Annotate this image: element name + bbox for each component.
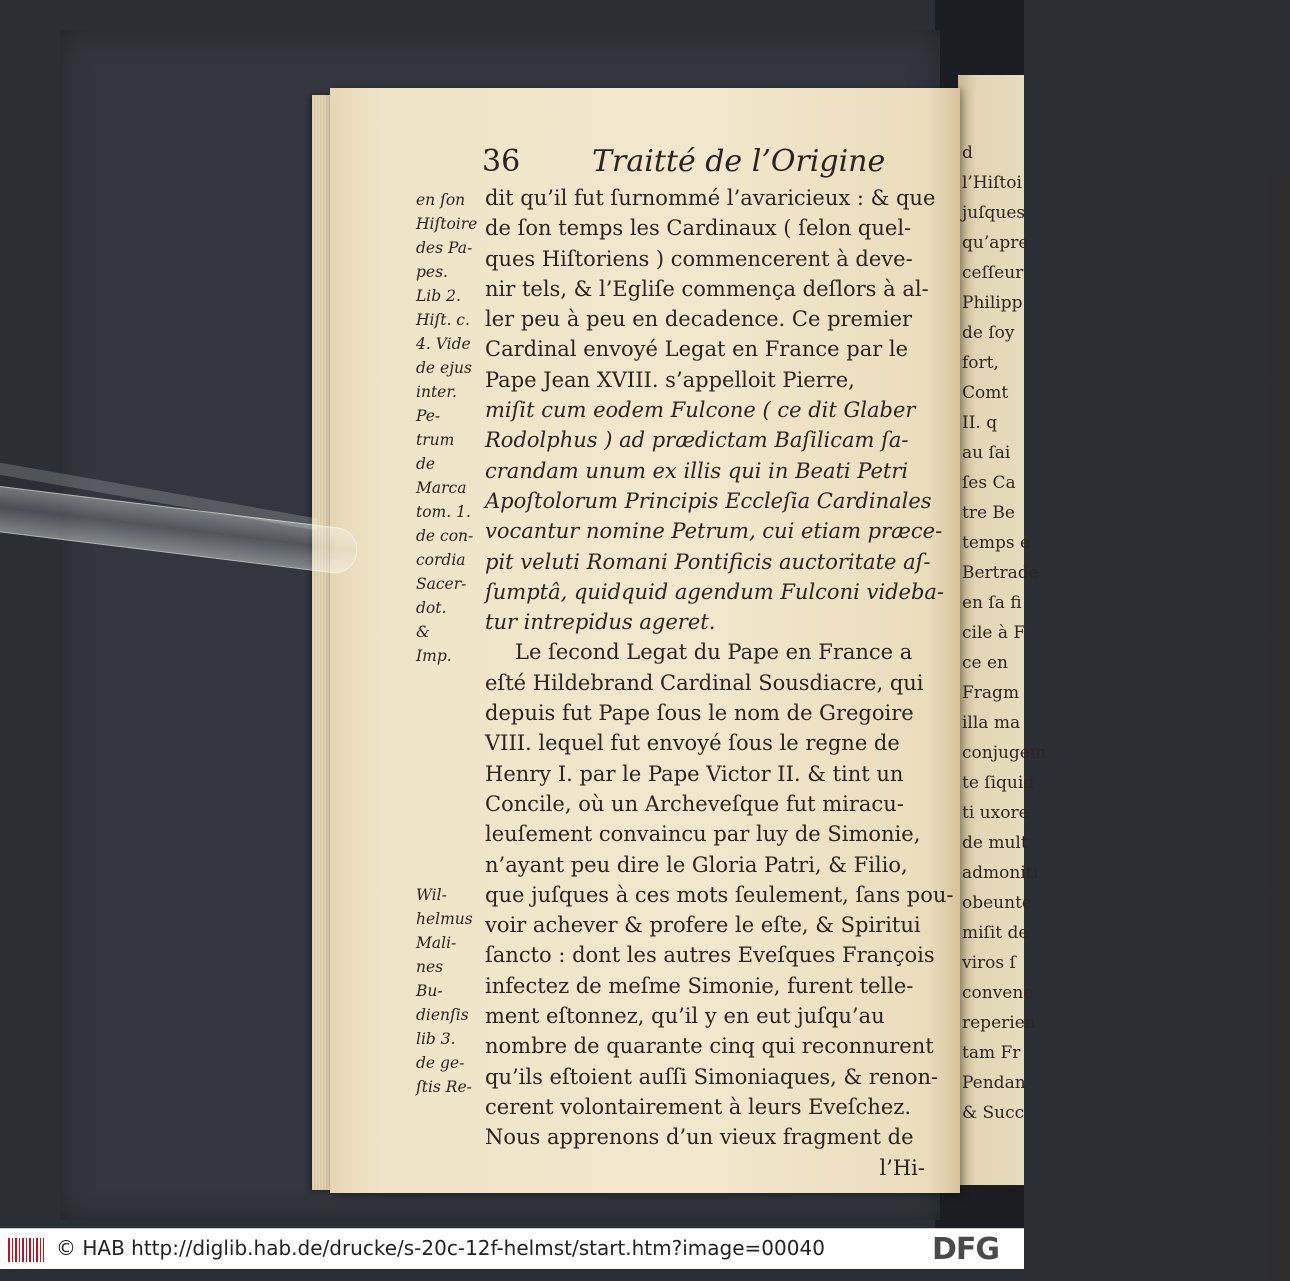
text-line: leuſement convaincu par luy de Simonie, xyxy=(485,822,921,847)
text-line: nombre de quarante cinq qui reconnurent xyxy=(485,1034,934,1059)
text-line: Pape Jean XVIII. s’appelloit Pierre, xyxy=(485,367,855,392)
text-line: ler peu à peu en decadence. Ce premier xyxy=(485,307,913,332)
book-page xyxy=(330,88,960,1193)
margin-note-line: de ge- xyxy=(416,1054,465,1072)
text-line: ment eſtonnez, qu’il y en eut juſqu’au xyxy=(485,1004,885,1029)
margin-note-line: nes xyxy=(416,958,444,976)
margin-note-line: Hiſtoire xyxy=(416,215,478,233)
text-line: n’ayant peu dire le Gloria Patri, & Filio, xyxy=(485,852,908,877)
facing-page-text: reperien xyxy=(962,1013,1036,1033)
facing-page-text: convene xyxy=(962,983,1034,1003)
margin-note-line: Imp. xyxy=(416,647,452,665)
margin-notes-top xyxy=(416,188,486,668)
facing-page-text: l’Hiſtoi xyxy=(962,173,1022,193)
facing-page-text: ceſſeur xyxy=(962,263,1024,283)
text-line: miſit cum eodem Fulcone ( ce dit Glaber xyxy=(485,398,916,423)
facing-page-text: admoniti xyxy=(962,863,1039,883)
text-line: eſté Hildebrand Cardinal Sousdiacre, qui xyxy=(485,670,924,695)
facing-page-text: Comt xyxy=(962,383,1009,403)
facing-page-text: II. q xyxy=(962,413,998,433)
facing-page-text: Fragm xyxy=(962,683,1020,703)
margin-note-line: Hiſt. c. xyxy=(416,311,470,329)
facing-page-text: conjugem xyxy=(962,743,1046,763)
text-line: ſumptâ, quidquid agendum Fulconi videba- xyxy=(485,579,945,604)
facing-page-text: juſques xyxy=(962,203,1026,223)
margin-note-line: Mali- xyxy=(416,934,457,952)
dfg-logo: DFG xyxy=(932,1232,1000,1267)
margin-note-line: & xyxy=(416,623,430,641)
margin-note-line: Lib 2. xyxy=(416,287,461,305)
text-line: vocantur nomine Petrum, cui etiam præce- xyxy=(485,519,943,544)
margin-note-line: Marca xyxy=(416,479,467,497)
source-url[interactable]: © HAB http://diglib.hab.de/drucke/s-20c-12f-helmst/start.htm?image=00040 xyxy=(56,1236,825,1260)
facing-page-text: d xyxy=(962,143,973,163)
facing-page-text: de ſoy xyxy=(962,323,1015,343)
spine-shadow xyxy=(1260,176,1290,1281)
facing-page-text: ti uxore xyxy=(962,803,1029,823)
text-line: qu’ils eſtoient auſſi Simoniaques, & renon- xyxy=(485,1064,939,1089)
facing-page-text: de mult xyxy=(962,833,1028,853)
facing-page-text: Philipp xyxy=(962,293,1023,313)
margin-note-line: tom. 1. xyxy=(416,503,471,521)
hab-logo xyxy=(8,1238,44,1262)
facing-page-text: Bertrade xyxy=(962,563,1039,583)
text-line: Rodolphus ) ad prædictam Baſilicam ſa- xyxy=(485,428,909,453)
facing-page-text: & Succ xyxy=(962,1103,1025,1123)
margin-note-line: trum xyxy=(416,431,455,449)
text-line: nir tels, & l’Egliſe commença deſlors à al- xyxy=(485,276,929,301)
page-number: 36 xyxy=(482,144,521,179)
margin-note-line: cordia xyxy=(416,551,466,569)
margin-note-line: ſtis Re- xyxy=(416,1078,472,1096)
margin-note-line: en ſon xyxy=(416,191,466,209)
text-line: pit veluti Romani Pontificis auctoritate aſ- xyxy=(485,549,931,574)
text-line: Cardinal envoyé Legat en France par le xyxy=(485,337,909,362)
facing-page-text: qu’apre xyxy=(962,233,1029,253)
margin-note-line: de xyxy=(416,455,436,473)
margin-notes-bottom xyxy=(416,883,486,1099)
margin-note-line: pes. xyxy=(416,263,448,281)
text-line: Henry I. par le Pape Victor II. & tint un xyxy=(485,761,904,786)
facing-page-text: cile à F xyxy=(962,623,1026,643)
text-line: VIII. lequel fut envoyé ſous le regne de xyxy=(485,731,900,756)
facing-page-text: ce en xyxy=(962,653,1008,673)
facing-page-text: au ſai xyxy=(962,443,1011,463)
body-text xyxy=(485,183,954,1183)
margin-note-line: des Pa- xyxy=(416,239,473,257)
facing-page-text: Pendan xyxy=(962,1073,1026,1093)
facing-page-text: fort, xyxy=(962,353,999,373)
text-line: Le ſecond Legat du Pape en France a xyxy=(515,640,913,665)
margin-note-line: Bu- xyxy=(416,982,443,1000)
facing-page-text: en ſa fi xyxy=(962,593,1022,613)
text-line: voir achever & profere le eſte, & Spiritui xyxy=(485,913,921,938)
margin-note-line: Sacer- xyxy=(416,575,467,593)
facing-page-fragment xyxy=(958,75,1046,1185)
text-line: tur intrepidus ageret. xyxy=(485,610,716,635)
margin-note-line: dienſis xyxy=(416,1006,469,1024)
text-line: Concile, où un Archeveſque fut miracu- xyxy=(485,791,904,816)
running-head: Traitté de l’Origine xyxy=(592,144,886,179)
viewer-footer xyxy=(0,1228,1024,1269)
catchword: l’Hi- xyxy=(879,1155,925,1180)
margin-note-line: helmus xyxy=(416,910,473,928)
text-line: crandam unum ex illis qui in Beati Petri xyxy=(485,458,909,483)
book-clip xyxy=(0,470,360,630)
margin-note-line: 4. Vide xyxy=(416,335,471,353)
facing-page-text: ſes Ca xyxy=(962,473,1016,493)
text-line: que juſques à ces mots ſeulement, ſans pou- xyxy=(485,882,954,907)
text-line: infectez de meſme Simonie, furent telle- xyxy=(485,973,914,998)
margin-note-line: lib 3. xyxy=(416,1030,456,1048)
facing-page-text: te ſiquid xyxy=(962,773,1035,793)
margin-note-line: dot. xyxy=(416,599,447,617)
margin-note-line: Wil- xyxy=(416,886,447,904)
facing-page-text: viros ſ xyxy=(962,953,1016,973)
facing-page-text: obeunte xyxy=(962,893,1032,913)
margin-note-line: Pe- xyxy=(416,407,441,425)
text-line: ſancto : dont les autres Eveſques François xyxy=(485,943,935,968)
margin-note-line: inter. xyxy=(416,383,457,401)
page-edges xyxy=(312,95,332,1190)
margin-note-line: de ejus xyxy=(416,359,472,377)
facing-page-text: tam Fr xyxy=(962,1043,1021,1063)
facing-page-text: miſit de xyxy=(962,923,1029,943)
text-line: Apoſtolorum Principis Eccleſia Cardinales xyxy=(485,488,932,513)
margin-note-line: de con- xyxy=(416,527,474,545)
text-line: cerent volontairement à leurs Eveſchez. xyxy=(485,1094,912,1119)
text-line: Nous apprenons d’un vieux fragment de xyxy=(485,1125,914,1150)
facing-page-text: illa ma xyxy=(962,713,1021,733)
text-line: de ſon temps les Cardinaux ( ſelon quel- xyxy=(485,216,912,241)
facing-page-text: temps e xyxy=(962,533,1031,553)
text-line: ques Hiſtoriens ) commencerent à deve- xyxy=(485,246,913,271)
page-header xyxy=(482,144,952,184)
text-line: depuis fut Pape ſous le nom de Gregoire xyxy=(485,701,914,726)
facing-page-text: tre Be xyxy=(962,503,1015,523)
text-line: dit qu’il fut ſurnommé l’avaricieux : & que xyxy=(485,186,936,210)
